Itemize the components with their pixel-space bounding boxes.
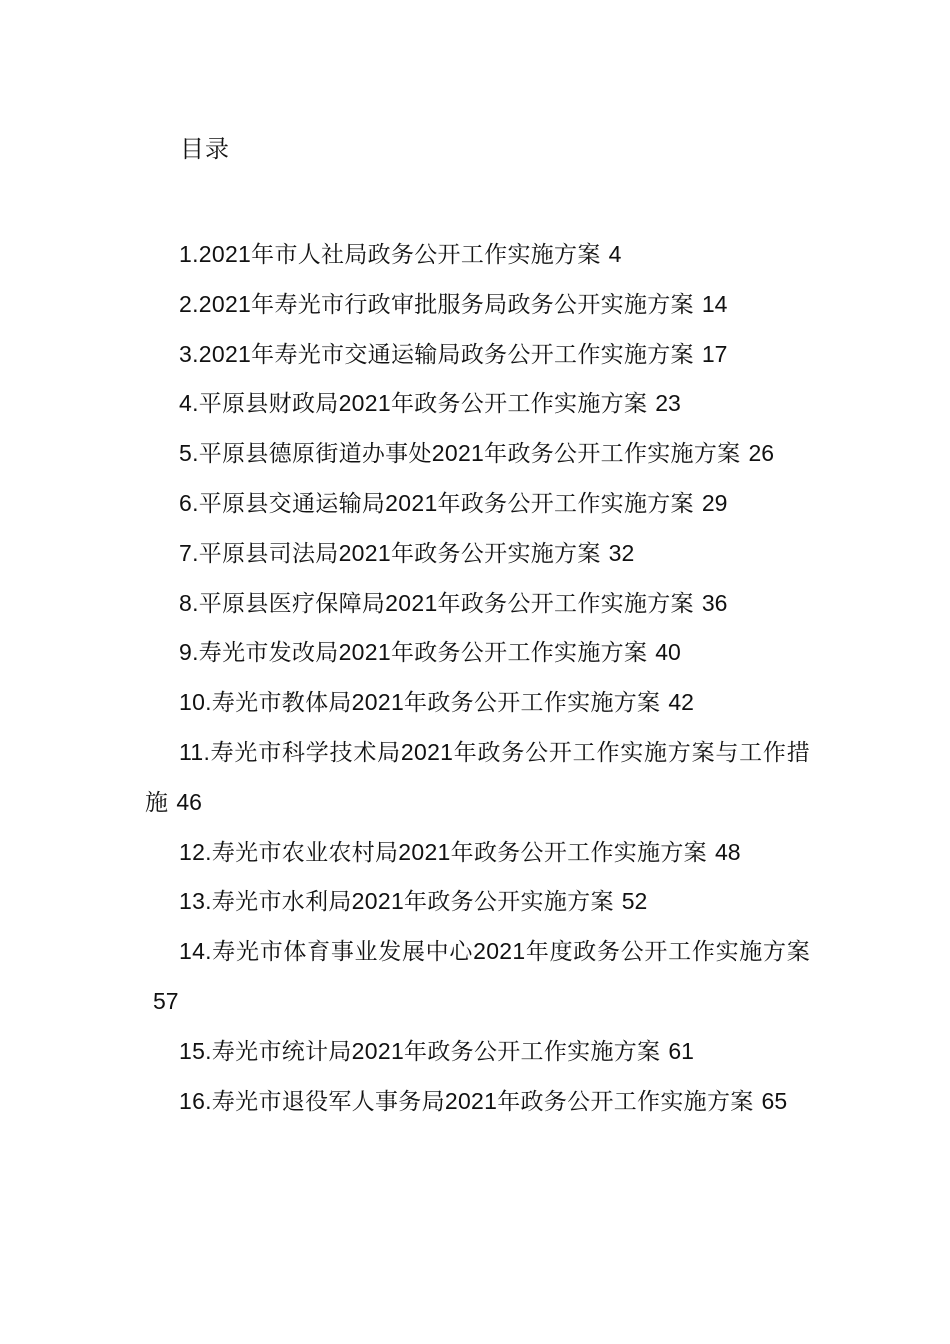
toc-entry-title: 3.2021年寿光市交通运输局政务公开工作实施方案 [179,340,694,367]
toc-entry-title: 1.2021年市人社局政务公开工作实施方案 [179,241,601,267]
toc-entry-13[interactable] [145,877,810,927]
toc-entry-4[interactable] [145,379,810,429]
toc-entry-page: 26 [748,440,775,467]
toc-entry-page: 36 [701,589,728,616]
toc-entry-1[interactable] [145,230,810,280]
toc-entry-title: 13.寿光市水利局2021年政务公开实施方案 [179,888,614,915]
toc-entry-title: 15.寿光市统计局2021年政务公开工作实施方案 [179,1037,661,1064]
toc-entry-2[interactable] [145,280,810,330]
toc-entry-3[interactable] [145,330,810,380]
toc-entry-title: 10.寿光市教体局2021年政务公开工作实施方案 [179,689,661,716]
toc-entry-page: 32 [608,539,635,566]
toc-entry-page: 17 [701,340,728,367]
toc-entry-10[interactable] [145,678,810,728]
toc-entry-15[interactable] [145,1027,810,1077]
toc-entry-title: 8.平原县医疗保障局2021年政务公开工作实施方案 [179,589,694,616]
toc-entry-16[interactable] [145,1077,810,1127]
toc-entry-page: 14 [701,290,728,317]
toc-entry-page: 57 [153,987,179,1014]
toc-entry-5[interactable] [145,429,810,479]
toc-entry-title: 7.平原县司法局2021年政务公开实施方案 [179,539,601,566]
toc-entry-7[interactable] [145,529,810,579]
toc-entry-page: 4 [608,241,622,267]
toc-entry-14[interactable] [145,927,810,1027]
toc-entry-page: 46 [176,788,202,815]
toc-entry-page: 52 [621,888,648,915]
toc-heading: 目录 [180,136,230,163]
toc-entry-title: 6.平原县交通运输局2021年政务公开工作实施方案 [179,489,694,516]
toc-entry-12[interactable] [145,828,810,878]
toc-entry-title: 4.平原县财政局2021年政务公开工作实施方案 [179,390,648,417]
toc-entry-page: 29 [701,489,728,516]
toc-entry-page: 23 [655,390,681,417]
toc-entry-8[interactable] [145,579,810,629]
toc-entry-page: 65 [761,1087,788,1114]
toc-entry-page: 61 [668,1037,694,1064]
toc-entry-title: 5.平原县德原街道办事处2021年政务公开工作实施方案 [179,440,741,467]
toc-entry-9[interactable] [145,628,810,678]
toc-entry-11[interactable] [145,728,810,828]
toc-entry-6[interactable] [145,479,810,529]
toc-entry-title: 11.寿光市科学技术局2021年政务公开工作实施方案与工作措施 [145,738,810,815]
toc-entry-title: 2.2021年寿光市行政审批服务局政务公开实施方案 [179,290,694,317]
toc-entry-title: 16.寿光市退役军人事务局2021年政务公开工作实施方案 [179,1087,754,1114]
toc-entry-title: 12.寿光市农业农村局2021年政务公开工作实施方案 [179,838,707,865]
toc-list [145,230,810,1126]
toc-entry-title: 9.寿光市发改局2021年政务公开工作实施方案 [179,639,648,666]
toc-entry-page: 40 [655,639,681,666]
toc-entry-page: 42 [668,689,694,716]
toc-entry-title: 14.寿光市体育事业发展中心2021年度政务公开工作实施方案 [179,938,810,965]
toc-entry-page: 48 [714,838,741,865]
